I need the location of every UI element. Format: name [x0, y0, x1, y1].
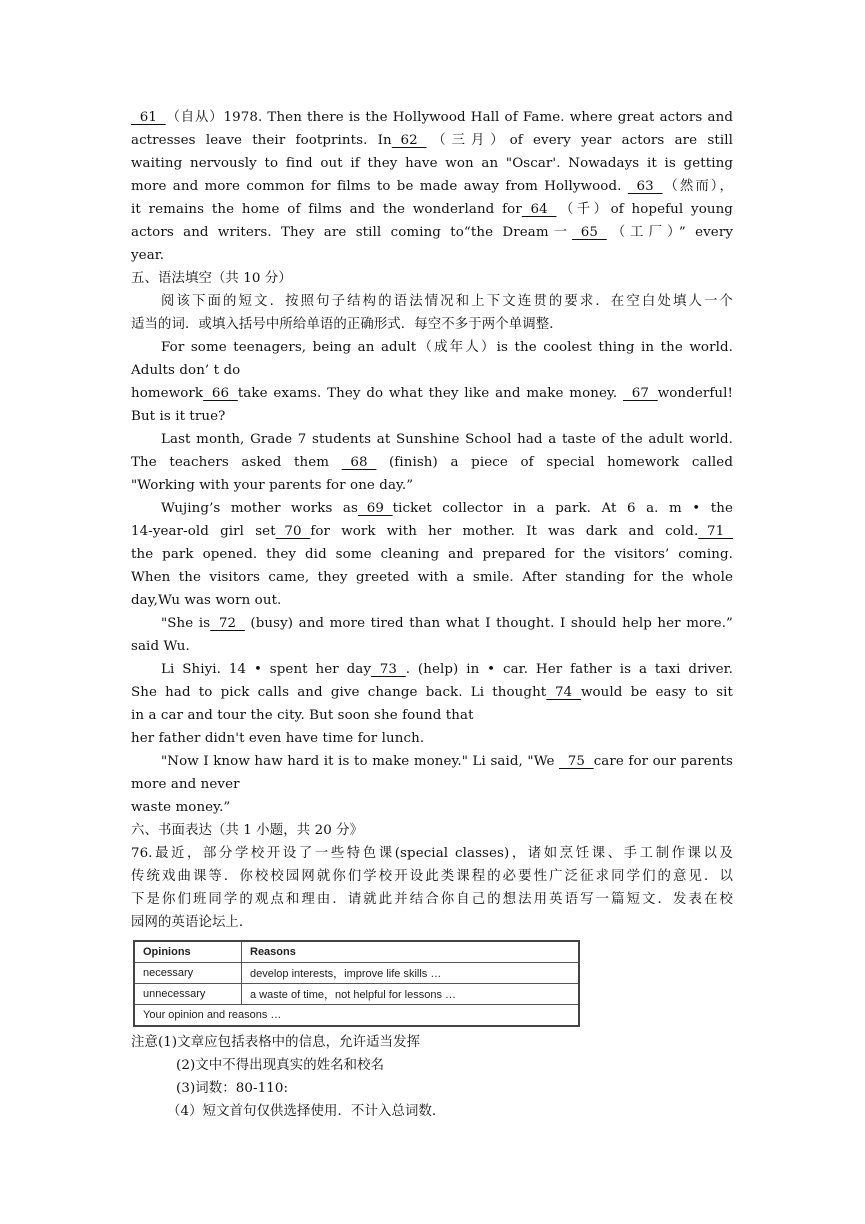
text-line [131, 497, 733, 520]
text-run: actresses leave their footprints. In [131, 133, 392, 148]
note-line: 注意(1)文章应包括表格中的信息，允许适当发挥 [131, 1035, 421, 1050]
question-line: 园网的英语论坛上． [131, 915, 253, 930]
text-run: ticket collector in a park. At 6 a. m • the [392, 501, 733, 516]
table-row [134, 1005, 579, 1027]
text-run: "She is [161, 616, 211, 631]
answer-blank-68: 68 [341, 455, 377, 470]
answer-blank-62: 62 [391, 133, 427, 148]
text-run: care for our parents [593, 754, 734, 769]
text-line [131, 198, 733, 221]
text-run: （自从）1978. Then there is the Hollywood Hall of Fame. where great actors and [165, 110, 733, 125]
text-run: （工厂）” every [606, 225, 733, 240]
text-run: （三月）of every year actors are still [426, 133, 733, 148]
table-row [134, 963, 579, 984]
exam-page [131, 106, 733, 1123]
text-line [131, 681, 733, 704]
answer-blank-66: 66 [203, 386, 238, 401]
table-cell: necessary [134, 963, 242, 984]
text-line [131, 451, 733, 474]
answer-blank-65: 65 [572, 225, 607, 240]
question-line: 76.最近，部分学校开设了一些特色课(special classes)，诸如烹饪课、手工制作课以及 [131, 846, 733, 861]
table-header-row [134, 941, 579, 963]
answer-blank-72: 72 [210, 616, 245, 631]
note-line: (3)词数：80-110: [176, 1081, 289, 1096]
text-run: (busy) and more tired than what I thought. I should help her more.” [244, 616, 733, 631]
text-line: in a car and tour the city. But soon she found that [131, 708, 474, 723]
header-reasons: Reasons [242, 941, 580, 963]
note-line: （4）短文首句仅供选择使用．不计入总词数． [167, 1104, 446, 1119]
text-line: year. [131, 248, 165, 263]
answer-blank-64: 64 [521, 202, 557, 217]
text-line [131, 658, 733, 681]
text-line [131, 520, 733, 543]
opinions-table [133, 940, 580, 1027]
text-run: （然而）， [662, 179, 733, 194]
text-run: wonderful! [657, 386, 733, 401]
instruction-line: 适当的词．或填入括号中所给单语的正确形式．每空不多于两个单调整． [131, 317, 563, 332]
text-line: waste money.” [131, 800, 231, 815]
text-line [131, 175, 733, 198]
text-line: When the visitors came, they greeted with a smile. After standing for the whole [131, 570, 733, 585]
text-line: her father didn't even have time for lunch. [131, 731, 425, 746]
answer-blank-71: 71 [698, 524, 733, 539]
text-run: （千）of hopeful young [556, 202, 733, 217]
text-line: said Wu. [131, 639, 190, 654]
text-run: take exams. They do what they like and make money. [237, 386, 624, 401]
text-line: day,Wu was worn out. [131, 593, 282, 608]
answer-blank-61: 61 [131, 110, 166, 125]
text-run: Li Shiyi. 14 • spent her day [161, 662, 372, 677]
instruction-line: 阅该下面的短文．按照句子结构的语法情况和上下文连贯的要求．在空白处填人一个 [161, 294, 733, 309]
text-line: "Working with your parents for one day.” [131, 478, 414, 493]
text-run: it remains the home of films and the wonderland for [131, 202, 522, 217]
answer-blank-63: 63 [627, 179, 663, 194]
text-line [131, 750, 733, 773]
answer-blank-69: 69 [357, 501, 393, 516]
text-line: the park opened. they did some cleaning and prepared for the visitors’ coming. [131, 547, 733, 562]
text-run: The teachers asked them [131, 455, 342, 470]
question-line: 下是你们班同学的观点和理由．请就此并结合你自己的想法用英语写一篇短文．发表在校 [131, 892, 733, 907]
answer-blank-73: 73 [371, 662, 406, 677]
answer-blank-67: 67 [623, 386, 658, 401]
section-title: 六、书面表达（共 1 小题，共 20 分》 [131, 823, 364, 838]
text-run: (finish) a piece of special homework called [376, 455, 733, 470]
question-line: 传统戏曲课等．你校校园网就你们学校开设此类课程的必要性广泛征求同学们的意见．以 [131, 869, 733, 884]
text-run: She had to pick calls and give change back. Li thought [131, 685, 547, 700]
text-run: Wujing’s mother works as [161, 501, 358, 516]
text-run: 14-year-old girl set [131, 524, 276, 539]
text-line: Adults don’ t do [131, 363, 241, 378]
text-line [131, 106, 733, 129]
answer-blank-75: 75 [559, 754, 594, 769]
text-line [131, 221, 733, 244]
note-line: (2)文中不得出现真实的姓名和校名 [176, 1058, 385, 1073]
answer-blank-70: 70 [275, 524, 311, 539]
table-cell: develop interests，improve life skills … [242, 963, 580, 984]
text-run: . (help) in • car. Her father is a taxi driver. [405, 662, 733, 677]
text-line [131, 382, 733, 405]
text-run: homework [131, 386, 204, 401]
text-line: more and never [131, 777, 240, 792]
text-run: more and more common for films to be made away from Hollywood. [131, 179, 628, 194]
text-line: waiting nervously to find out if they have won an "Oscar'. Nowadays it is getting [131, 156, 733, 171]
header-opinions: Opinions [134, 941, 242, 963]
table-cell: a waste of time，not helpful for lessons … [242, 984, 580, 1005]
text-line [131, 129, 733, 152]
text-run: "Now I know haw hard it is to make money." Li said, "We [161, 754, 560, 769]
table-footer-cell: Your opinion and reasons … [134, 1005, 579, 1027]
text-run: actors and writers. They are still coming to“the Dream一 [131, 225, 573, 240]
table-cell: unnecessary [134, 984, 242, 1005]
section-title: 五、语法填空（共 10 分） [131, 271, 292, 286]
text-run: would be easy to sit [580, 685, 733, 700]
text-run: for work with her mother. It was dark and cold. [310, 524, 699, 539]
text-line: For some teenagers, being an adult（成年人）is the coolest thing in the world. [161, 340, 733, 355]
text-line: Last month, Grade 7 students at Sunshine School had a taste of the adult world. [161, 432, 733, 447]
answer-blank-74: 74 [546, 685, 581, 700]
text-line [131, 612, 733, 635]
text-line: But is it true? [131, 409, 226, 424]
table-row [134, 984, 579, 1005]
